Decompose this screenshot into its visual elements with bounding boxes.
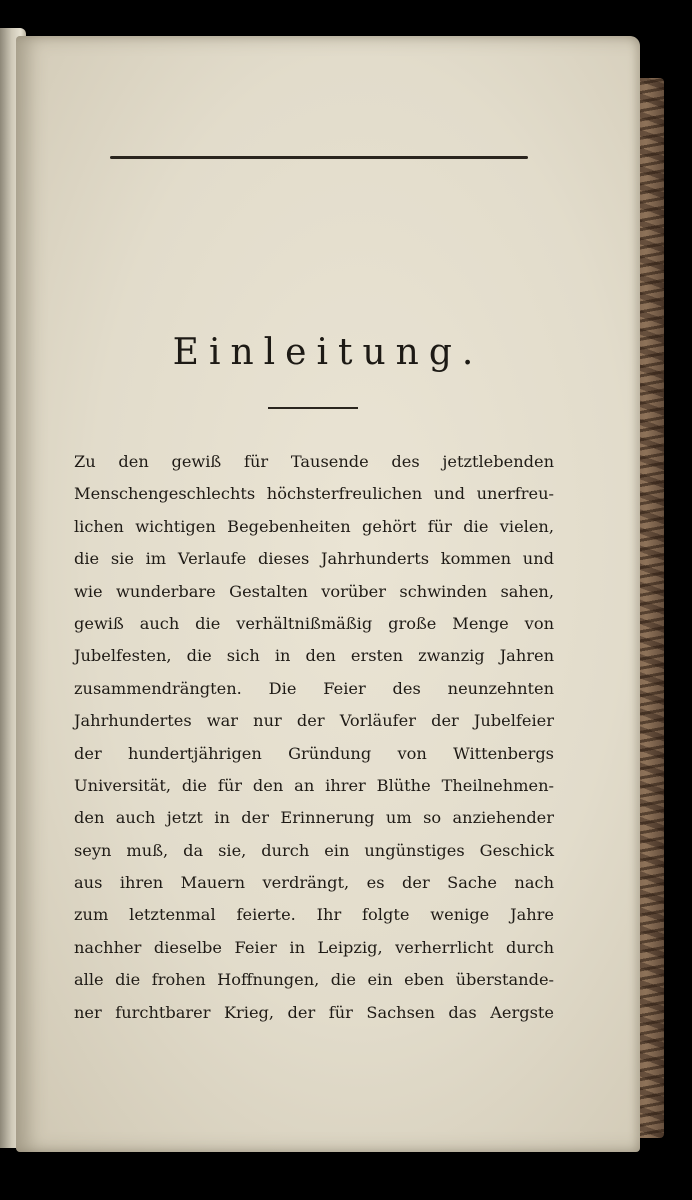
text-line: den auch jetzt in der Erinnerung um so anziehender [74, 808, 554, 828]
text-line: Jubelfesten, die sich in den ersten zwanzig Jahren [74, 646, 554, 666]
text-line: Menschengeschlechts höchsterfreulichen und unerfreu- [74, 484, 554, 504]
text-line: alle die frohen Hoffnungen, die ein eben überstande- [74, 970, 554, 990]
text-line: die sie im Verlaufe dieses Jahrhunderts kommen und [74, 549, 554, 569]
text-line: ner furchtbarer Krieg, der für Sachsen das Aergste [74, 1002, 554, 1022]
text-line: aus ihren Mauern verdrängt, es der Sache nach [74, 873, 554, 893]
header-rule [110, 156, 528, 159]
text-line: wie wunderbare Gestalten vorüber schwinden sahen, [74, 581, 554, 601]
title-divider [268, 407, 358, 409]
text-line: zusammendrängten. Die Feier des neunzehnten [74, 678, 554, 698]
text-line: zum letztenmal feierte. Ihr folgte wenige Jahre [74, 905, 554, 925]
text-line: Universität, die für den an ihrer Blüthe Theilnehmen- [74, 775, 554, 795]
text-line: lichen wichtigen Begebenheiten gehört für die vielen, [74, 516, 554, 536]
text-line: Zu den gewiß für Tausende des jetztlebenden [74, 452, 554, 471]
book-page [16, 36, 640, 1152]
text-line: nachher dieselbe Feier in Leipzig, verherrlicht durch [74, 937, 554, 957]
text-line: der hundertjährigen Gründung von Wittenbergs [74, 743, 554, 763]
body-text [74, 446, 554, 1029]
text-line: seyn muß, da sie, durch ein ungünstiges Geschick [74, 840, 554, 860]
text-line: Jahrhundertes war nur der Vorläufer der Jubelfeier [74, 711, 554, 731]
text-line: gewiß auch die verhältnißmäßig große Menge von [74, 613, 554, 633]
chapter-title: Einleitung. [172, 332, 484, 373]
